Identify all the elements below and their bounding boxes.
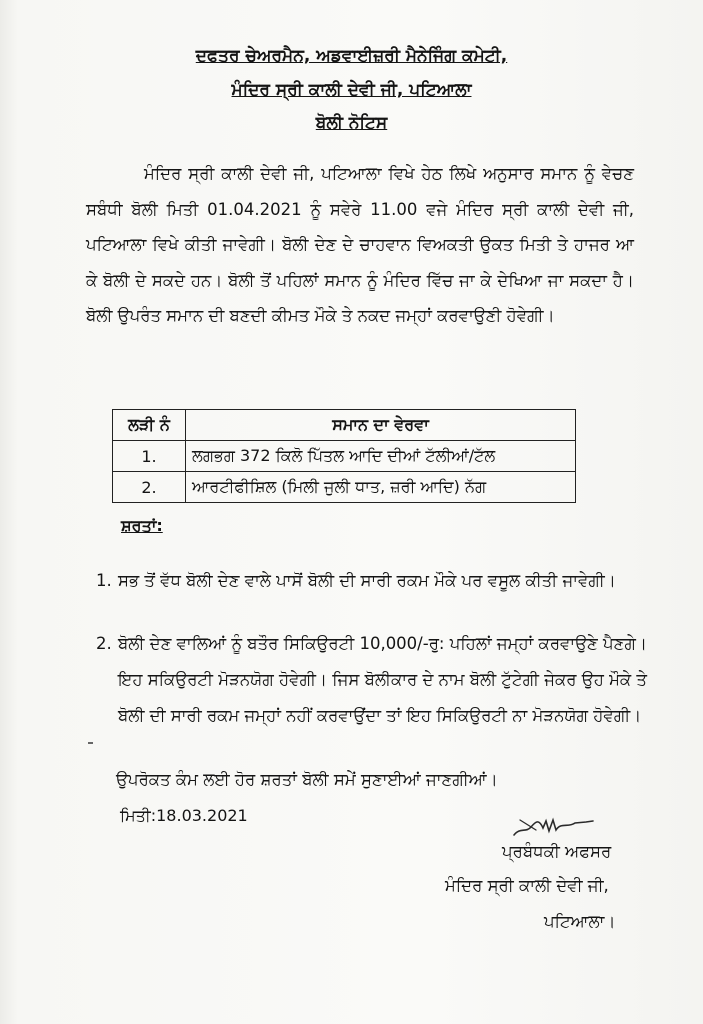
table-cell-description: ਲਗਭਗ 372 ਕਿਲੋ ਪਿੱਤਲ ਆਦਿ ਦੀਆਂ ਟੱਲੀਆਂ/ਟੱਲ xyxy=(186,441,576,472)
condition-item xyxy=(96,626,652,734)
signature-mark xyxy=(500,812,600,842)
margin-mark xyxy=(88,742,93,744)
table-header-sno: ਲੜੀ ਨੰ xyxy=(113,410,186,441)
condition-item xyxy=(96,563,652,599)
conditions-footer: ਉਪਰੋਕਤ ਕੰਮ ਲਈ ਹੋਰ ਸ਼ਰਤਾਂ ਬੋਲੀ ਸਮੇਂ ਸੁਣਾਈਆਂ ਜਾਣਗੀਆਂ। xyxy=(116,770,498,789)
temple-title: ਮੰਦਿਰ ਸ੍ਰੀ ਕਾਲੀ ਦੇਵੀ ਜੀ, ਪਟਿਆਲਾ xyxy=(231,80,472,100)
conditions-heading: ਸ਼ਰਤਾਂ: xyxy=(121,516,163,535)
condition-text: ਬੋਲੀ ਦੇਣ ਵਾਲਿਆਂ ਨੂੰ ਬਤੌਰ ਸਿਕਿਉਰਟੀ 10,000/-ਰੁ: ਪਹਿਲਾਂ ਜਮ੍ਹਾਂ ਕਰਵਾਉਣੇ ਪੈਣਗੇ। ਇਹ ਸਕਿਉਰਟੀ ਮੋੜਨਯੋਗ ਹੋਵੇਗੀ। ਜਿਸ ਬੋਲੀਕਾਰ ਦੇ ਨਾਮ ਬੋਲੀ ਟੁੱਟੇਗੀ ਜੇਕਰ ਉਹ ਮੌਕੇ ਤੇ ਬੋਲੀ ਦੀ ਸਾਰੀ ਰਕਮ ਜਮ੍ਹਾਂ ਨਹੀਂ ਕਰਵਾਉਂਦਾ ਤਾਂ ਇਹ ਸਿਕਿਉਰਟੀ ਨਾ ਮੋੜਨਯੋਗ ਹੋਵੇਗੀ। xyxy=(118,634,647,725)
signatory-title: ਪ੍ਰਬੰਧਕੀ ਅਫਸਰ xyxy=(502,842,612,861)
table-cell-sno: 1. xyxy=(113,441,186,472)
items-table xyxy=(112,409,576,503)
notice-date: ਮਿਤੀ:18.03.2021 xyxy=(120,806,248,825)
condition-number: 2. xyxy=(96,634,112,653)
notice-paragraph xyxy=(86,156,634,334)
table-row xyxy=(113,441,576,472)
table-header-description: ਸਮਾਨ ਦਾ ਵੇਰਵਾ xyxy=(186,410,576,441)
notice-title: ਬੋਲੀ ਨੋਟਿਸ xyxy=(315,113,388,133)
signatory-address-line: ਮੰਦਿਰ ਸ੍ਰੀ ਕਾਲੀ ਦੇਵੀ ਜੀ, xyxy=(445,876,609,895)
notice-paragraph-text: ਮੰਦਿਰ ਸ੍ਰੀ ਕਾਲੀ ਦੇਵੀ ਜੀ, ਪਟਿਆਲਾ ਵਿਖੇ ਹੇਠ ਲਿਖੇ ਅਨੁਸਾਰ ਸਮਾਨ ਨੂੰ ਵੇਚਣ ਸਬੰਧੀ ਬੋਲੀ ਮਿਤੀ 01.04.2021 ਨੂੰ ਸਵੇਰੇ 11.00 ਵਜੇ ਮੰਦਿਰ ਸ੍ਰੀ ਕਾਲੀ ਦੇਵੀ ਜੀ, ਪਟਿਆਲਾ ਵਿਖੇ ਕੀਤੀ ਜਾਵੇਗੀ। ਬੋਲੀ ਦੇਣ ਦੇ ਚਾਹਵਾਨ ਵਿਅਕਤੀ ਉਕਤ ਮਿਤੀ ਤੇ ਹਾਜਰ ਆ ਕੇ ਬੋਲੀ ਦੇ ਸਕਦੇ ਹਨ। ਬੋਲੀ ਤੋਂ ਪਹਿਲਾਂ ਸਮਾਨ ਨੂੰ ਮੰਦਿਰ ਵਿੱਚ ਜਾ ਕੇ ਦੇਖਿਆ ਜਾ ਸਕਦਾ ਹੈ। ਬੋਲੀ ਉਪਰੰਤ ਸਮਾਨ ਦੀ ਬਣਦੀ ਕੀਮਤ ਮੌਕੇ ਤੇ ਨਕਦ ਜਮ੍ਹਾਂ ਕਰਵਾਉਣੀ ਹੋਵੇਗੀ। xyxy=(86,164,634,325)
office-title: ਦਫਤਰ ਚੇਅਰਮੈਨ, ਅਡਵਾਈਜ਼ਰੀ ਮੈਨੇਜਿੰਗ ਕਮੇਟੀ, xyxy=(195,46,508,66)
condition-number: 1. xyxy=(96,571,112,590)
signatory-city: ਪਟਿਆਲਾ। xyxy=(544,912,616,931)
table-cell-description: ਆਰਟੀਫੀਸ਼ਿਲ (ਮਿਲੀ ਜੁਲੀ ਧਾਤ, ਜ਼ਰੀ ਆਦਿ) ਨੱਗ xyxy=(186,472,576,503)
condition-text: ਸਭ ਤੋਂ ਵੱਧ ਬੋਲੀ ਦੇਣ ਵਾਲੇ ਪਾਸੋਂ ਬੋਲੀ ਦੀ ਸਾਰੀ ਰਕਮ ਮੌਕੇ ਪਰ ਵਸੂਲ ਕੀਤੀ ਜਾਵੇਗੀ। xyxy=(118,571,616,590)
table-header-row xyxy=(113,410,576,441)
table-row xyxy=(113,472,576,503)
table-cell-sno: 2. xyxy=(113,472,186,503)
